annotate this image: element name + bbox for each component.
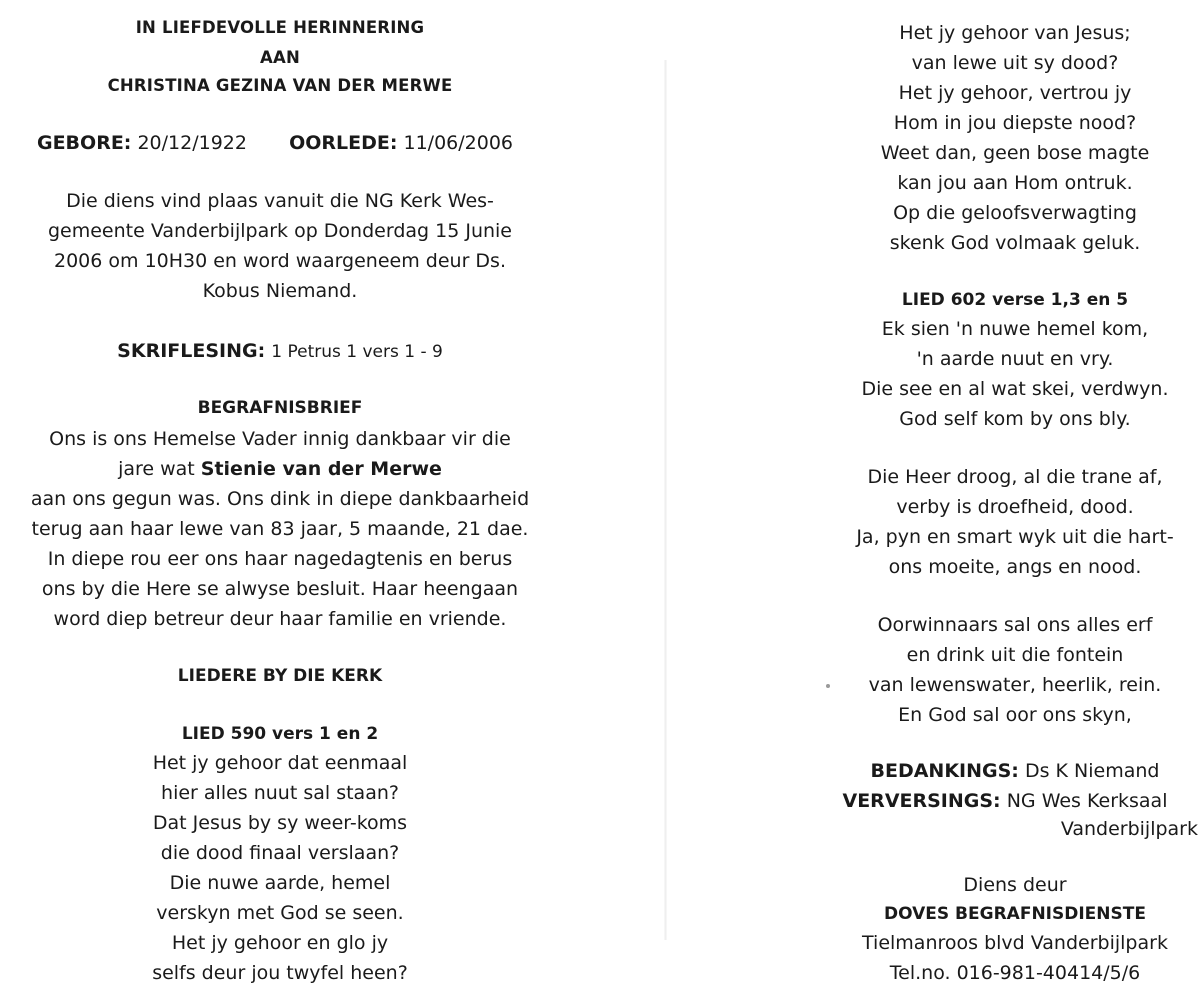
service-line: Die diens vind plaas vanuit die NG Kerk Wes- xyxy=(66,190,494,212)
verse-line: Het jy gehoor, vertrou jy xyxy=(898,82,1132,104)
refreshments-value: NG Wes Kerksaal xyxy=(1006,790,1168,812)
song-line: En God sal oor ons skyn, xyxy=(898,704,1132,726)
letter-title: BEGRAFNISBRIEF xyxy=(197,398,363,418)
letter-line: In diepe rou eer ons haar nagedagtenis en berus xyxy=(47,548,513,570)
song-line: verskyn met God se seen. xyxy=(156,902,404,924)
verse-line: Het jy gehoor van Jesus; xyxy=(899,22,1131,44)
song-line: Dat Jesus by sy weer-koms xyxy=(152,812,408,834)
nickname: Stienie van der Merwe xyxy=(200,458,442,480)
song-line: selfs deur jou twyfel heen? xyxy=(152,962,408,984)
died-value: 11/06/2006 xyxy=(403,132,513,154)
service-line: Kobus Niemand. xyxy=(202,280,358,302)
reading-label: SKRIFLESING: xyxy=(117,340,266,362)
song-line: Die nuwe aarde, hemel xyxy=(169,872,391,894)
song-line: hier alles nuut sal staan? xyxy=(161,782,399,804)
refreshments-value-line-2: Vanderbijlpark xyxy=(1060,818,1198,840)
letter-line: terug aan haar lewe van 83 jaar, 5 maande, 21 dae. xyxy=(31,518,529,540)
verse-line: Weet dan, geen bose magte xyxy=(880,142,1150,164)
verse-line: van lewe uit sy dood? xyxy=(911,52,1119,74)
died-label: OORLEDE: xyxy=(289,132,398,154)
undertaker-intro: Diens deur xyxy=(963,874,1067,896)
verse-line: kan jou aan Hom ontruk. xyxy=(897,172,1133,194)
thanks-line xyxy=(830,760,1200,782)
verse-line: Op die geloofsverwagting xyxy=(893,202,1137,224)
song-line: en drink uit die fontein xyxy=(906,644,1124,666)
born-value: 20/12/1922 xyxy=(137,132,247,154)
song-590-title: LIED 590 vers 1 en 2 xyxy=(181,724,379,744)
song-line: Die see en al wat skei, verdwyn. xyxy=(861,378,1169,400)
born-label: GEBORE: xyxy=(36,132,132,154)
songs-heading: LIEDERE BY DIE KERK xyxy=(177,666,383,686)
heading-deceased-name: CHRISTINA GEZINA VAN DER MERWE xyxy=(107,76,453,95)
refreshments-line xyxy=(810,790,1200,812)
undertaker-phone: Tel.no. 016-981-40414/5/6 xyxy=(889,962,1141,984)
song-line: Die Heer droog, al die trane af, xyxy=(867,466,1163,488)
undertaker-name: DOVES BEGRAFNISDIENSTE xyxy=(884,904,1146,924)
verse-line: Hom in jou diepste nood? xyxy=(893,112,1137,134)
song-602-title: LIED 602 verse 1,3 en 5 xyxy=(901,290,1129,310)
song-line: God self kom by ons bly. xyxy=(899,408,1131,430)
refreshments-label: VERVERSINGS: xyxy=(842,790,1001,812)
service-line: gemeente Vanderbijlpark op Donderdag 15 Junie xyxy=(47,220,512,242)
letter-line xyxy=(0,458,560,480)
song-line: 'n aarde nuut en vry. xyxy=(916,348,1114,370)
song-line: Oorwinnaars sal ons alles erf xyxy=(877,614,1153,636)
letter-line: aan ons gegun was. Ons dink in diepe dankbaarheid xyxy=(30,488,530,510)
dates-line xyxy=(0,132,560,154)
song-line: Ja, pyn en smart wyk uit die hart- xyxy=(856,526,1174,548)
letter-line: Ons is ons Hemelse Vader innig dankbaar vir die xyxy=(49,428,511,450)
letter-line: word diep betreur deur haar familie en vriende. xyxy=(53,608,507,630)
song-line: van lewenswater, heerlik, rein. xyxy=(868,674,1162,696)
heading-line-1: IN LIEFDEVOLLE HERINNERING xyxy=(135,18,425,37)
letter-line-prefix: jare wat xyxy=(118,458,201,480)
letter-line: ons by die Here se alwyse besluit. Haar heengaan xyxy=(41,578,519,600)
undertaker-address: Tielmanroos blvd Vanderbijlpark xyxy=(862,932,1168,954)
thanks-label: BEDANKINGS: xyxy=(870,760,1019,782)
song-line: Het jy gehoor dat eenmaal xyxy=(152,752,408,774)
thanks-value: Ds K Niemand xyxy=(1024,760,1160,782)
reading-value: 1 Petrus 1 vers 1 - 9 xyxy=(271,342,443,362)
song-line: die dood finaal verslaan? xyxy=(160,842,400,864)
song-line: Het jy gehoor en glo jy xyxy=(171,932,389,954)
heading-line-2: AAN xyxy=(260,48,300,67)
page-fold-shadow xyxy=(664,60,667,940)
verse-line: skenk God volmaak geluk. xyxy=(889,232,1141,254)
song-line: ons moeite, angs en nood. xyxy=(888,556,1142,578)
service-line: 2006 om 10H30 en word waargeneem deur Ds. xyxy=(54,250,506,272)
song-line: verby is droefheid, dood. xyxy=(896,496,1134,518)
song-line: Ek sien 'n nuwe hemel kom, xyxy=(881,318,1149,340)
reading-line xyxy=(0,340,560,362)
